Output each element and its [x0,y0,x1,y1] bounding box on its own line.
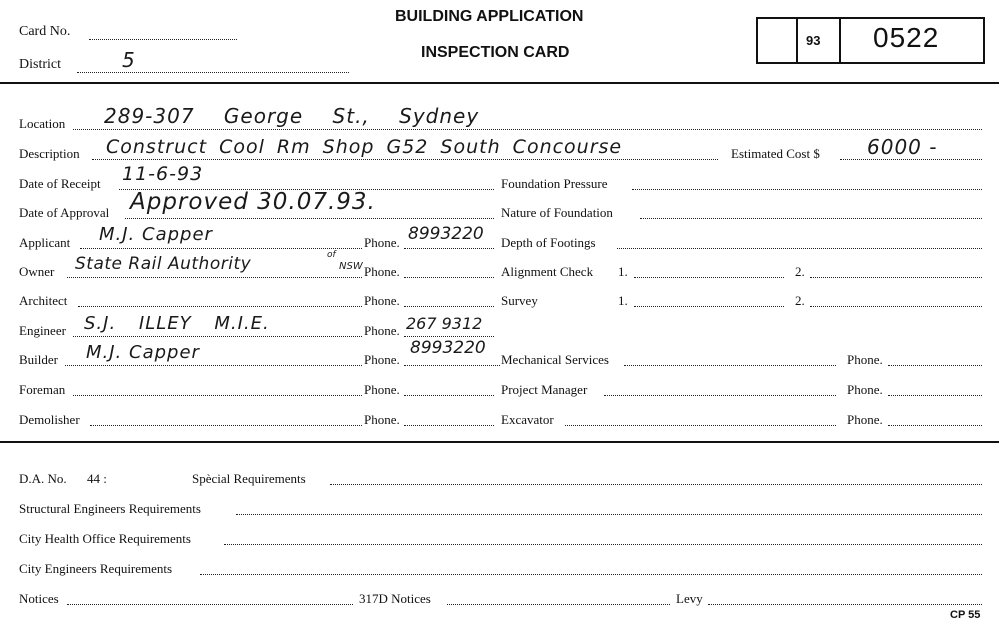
builder-label: Builder [19,352,58,367]
description-value: Construct Cool Rm Shop G52 South Concourse [106,136,623,158]
estimated-cost-field[interactable] [840,159,982,160]
notices-317d-field[interactable] [447,604,670,605]
demolisher-label: Demolisher [19,412,80,427]
form-title-line2: INSPECTION CARD [421,44,570,61]
foreman-label: Foreman [19,382,66,397]
owner-label: Owner [19,264,55,279]
depth-footings-field[interactable] [617,248,982,249]
alignment-field-2[interactable] [810,277,982,278]
box-divider-1 [796,17,798,64]
mechanical-services-field[interactable] [624,365,836,366]
estimated-cost-label: Estimated Cost $ [731,146,820,161]
builder-value: M.J. Capper [86,342,200,363]
notices-field[interactable] [67,604,353,605]
alignment-num-1: 1. [618,264,628,279]
city-engineers-label: City Engineers Requirements [19,561,173,576]
survey-num-2: 2. [795,293,805,308]
owner-phone-label: Phone. [364,264,400,279]
date-approval-value: Approved 30.07.93. [130,189,376,215]
alignment-check-label: Alignment Check [501,264,594,279]
city-engineers-field[interactable] [200,574,982,575]
da-no-value: 44 : [87,471,107,486]
builder-field[interactable] [65,365,362,366]
levy-label: Levy [676,591,703,606]
project-manager-phone-field[interactable] [888,395,982,396]
applicant-phone-field[interactable] [404,248,494,249]
nature-foundation-field[interactable] [640,218,982,219]
project-manager-field[interactable] [604,395,836,396]
card-no-field[interactable] [89,39,237,40]
date-approval-label: Date of Approval [19,205,110,220]
demolisher-phone-field[interactable] [404,425,494,426]
applicant-value: M.J. Capper [99,224,213,245]
applicant-field[interactable] [80,248,362,249]
engineer-phone-value: 267 9312 [406,314,483,333]
foreman-phone-field[interactable] [404,395,494,396]
date-receipt-label: Date of Receipt [19,176,101,191]
header-rule [0,82,999,84]
engineer-field[interactable] [73,336,362,337]
card-number-box [756,17,985,64]
structural-requirements-field[interactable] [236,514,982,515]
location-value: 289-307 George St., Sydney [104,104,480,128]
architect-phone-field[interactable] [404,306,494,307]
owner-value: State Rail Authority [75,254,252,274]
builder-phone-value: 8993220 [410,338,486,358]
excavator-field[interactable] [565,425,836,426]
mechanical-services-label: Mechanical Services [501,352,609,367]
foundation-pressure-field[interactable] [632,189,982,190]
architect-label: Architect [19,293,68,308]
owner-field[interactable] [67,277,362,278]
survey-num-1: 1. [618,293,628,308]
notices-317d-label: 317D Notices [359,591,431,606]
engineer-phone-label: Phone. [364,323,400,338]
location-field[interactable] [73,129,982,130]
district-field[interactable] [77,72,349,73]
excavator-phone-label: Phone. [847,412,883,427]
form-code: CP 55 [950,609,981,621]
builder-phone-label: Phone. [364,352,400,367]
da-no-label: D.A. No. [19,471,67,486]
box-number: 0522 [873,22,940,53]
date-receipt-value: 11-6-93 [122,163,204,185]
mechanical-phone-field[interactable] [888,365,982,366]
owner-suffix: NSW [339,261,363,272]
applicant-phone-value: 8993220 [408,224,484,244]
form-title-line1: BUILDING APPLICATION [395,8,584,25]
excavator-label: Excavator [501,412,554,427]
estimated-cost-value: 6000 - [867,135,938,159]
alignment-field-1[interactable] [634,277,784,278]
applicant-phone-label: Phone. [364,235,400,250]
box-year: 93 [806,33,821,48]
district-value: 5 [122,48,136,72]
owner-phone-field[interactable] [404,277,494,278]
survey-field-1[interactable] [634,306,784,307]
description-label: Description [19,146,80,161]
architect-field[interactable] [78,306,362,307]
survey-label: Survey [501,293,538,308]
applicant-label: Applicant [19,235,71,250]
structural-requirements-label: Structural Engineers Requirements [19,501,201,516]
builder-phone-field[interactable] [404,365,500,366]
special-requirements-field[interactable] [330,484,982,485]
foreman-phone-label: Phone. [364,382,400,397]
levy-field[interactable] [708,604,982,605]
date-approval-field[interactable] [125,218,494,219]
special-requirements-label: Spècial Requirements [192,471,306,486]
project-manager-label: Project Manager [501,382,588,397]
health-requirements-field[interactable] [224,544,982,545]
engineer-phone-field[interactable] [404,336,494,337]
nature-foundation-label: Nature of Foundation [501,205,613,220]
architect-phone-label: Phone. [364,293,400,308]
box-divider-2 [839,17,841,64]
project-manager-phone-label: Phone. [847,382,883,397]
demolisher-field[interactable] [90,425,362,426]
notices-label: Notices [19,591,59,606]
survey-field-2[interactable] [810,306,982,307]
owner-superscript: of [327,250,336,260]
location-label: Location [19,116,66,131]
middle-rule [0,441,999,443]
engineer-label: Engineer [19,323,66,338]
depth-footings-label: Depth of Footings [501,235,596,250]
card-no-label: Card No. [19,24,71,39]
district-label: District [19,57,61,72]
demolisher-phone-label: Phone. [364,412,400,427]
foreman-field[interactable] [73,395,362,396]
mechanical-phone-label: Phone. [847,352,883,367]
description-field[interactable] [92,159,718,160]
alignment-num-2: 2. [795,264,805,279]
health-requirements-label: City Health Office Requirements [19,531,191,546]
excavator-phone-field[interactable] [888,425,982,426]
foundation-pressure-label: Foundation Pressure [501,176,608,191]
engineer-value: S.J. ILLEY M.I.E. [84,313,270,334]
